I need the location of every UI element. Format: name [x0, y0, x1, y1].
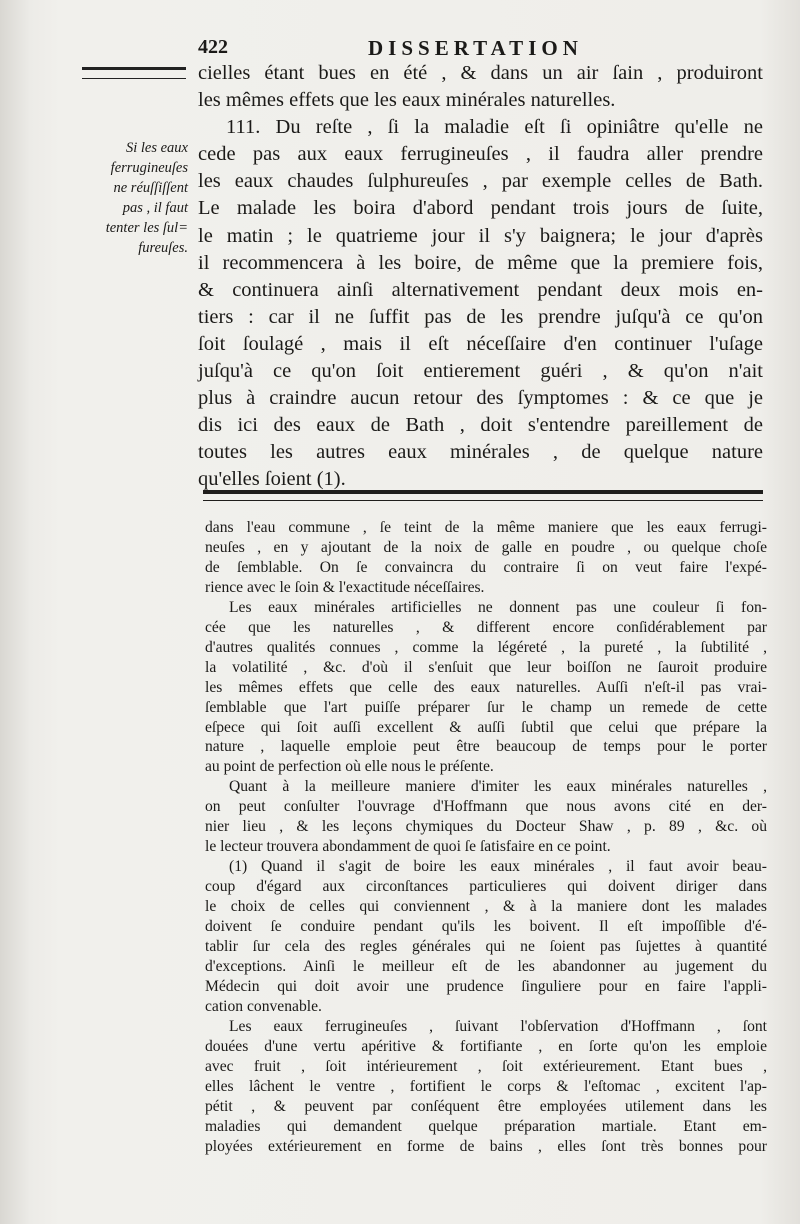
footnote-line: tablir ſur cela des regles générales qui ne ſoient pas ſujettes à quantité	[205, 938, 767, 956]
footnote-line: la volatilité , &c. d'où il s'enſuit que leur boiſſon ne ſauroit produire	[205, 658, 767, 676]
margin-note	[78, 138, 188, 258]
margin-ornament-rule	[82, 67, 186, 79]
footnote-line: dans l'eau commune , ſe teint de la même maniere que les eaux ferrugi-	[205, 519, 767, 536]
footnote-line: nier lieu , & les leçons chymiques du Docteur Shaw , p. 89 , &c. où	[205, 818, 767, 836]
footnote-line: Les eaux ferrugineuſes , ſuivant l'obſervation d'Hoffmann , ſont	[229, 1017, 767, 1035]
main-text-line: cielles étant bues en été , & dans un air ſain , produiront	[198, 62, 763, 84]
main-text-line: juſqu'à ce qu'on ſoit entierement guéri , & qu'on n'ait	[198, 360, 763, 383]
margin-note-line: pas , il faut	[122, 200, 188, 216]
footnote-line: (1) Quand il s'agit de boire les eaux minérales , il faut avoir beau-	[229, 858, 767, 876]
footnote-paragraph	[205, 598, 767, 778]
footnote-divider	[203, 490, 763, 501]
margin-note-line: ferrugineuſes	[110, 160, 188, 176]
footnote-line: de ſemblable. On ſe convaincra du contraire ſi on veut faire l'expé-	[205, 558, 767, 576]
main-text-line: les mêmes effets que les eaux minérales naturelles.	[198, 89, 616, 112]
footnote-line: cation convenable.	[205, 997, 322, 1015]
footnote-line: au point de perfection où elle nous le préſente.	[205, 758, 494, 776]
margin-note-line: fureuſes.	[138, 240, 188, 256]
main-text-block	[198, 60, 763, 494]
footnote-line: d'exceptions. Ainſi le meilleur eſt de les abandonner au jugement du	[205, 957, 767, 975]
footnote-paragraph	[205, 518, 767, 598]
main-text-line: qu'elles ſoient (1).	[198, 468, 346, 491]
main-text-line: ſoit ſoulagé , mais il eſt néceſſaire d'en continuer l'uſage	[198, 332, 763, 355]
footnote-line: coup d'égard aux circonſtances particulieres qui doivent diriger dans	[205, 878, 767, 896]
footnote-line: douées d'une vertu apéritive & fortifiante , en ſorte qu'on les emploie	[205, 1037, 767, 1055]
main-text-line: les eaux chaudes ſulphureuſes , par exemple celles de Bath.	[198, 170, 763, 193]
main-text-line: dis ici des eaux de Bath , doit s'entendre pareillement de	[198, 414, 763, 437]
page-header	[198, 36, 758, 60]
margin-note-line: Si les eaux	[125, 140, 188, 156]
footnote-line: elles lâchent le ventre , fortifient le corps & l'eſtomac , excitent l'ap-	[205, 1077, 767, 1095]
footnote-paragraph	[205, 857, 767, 1017]
main-text-line: 111. Du reſte , ſi la maladie eſt ſi opiniâtre qu'elle ne	[226, 116, 763, 139]
footnote-line: ſemblable que l'art puiſſe préparer ſur le champ un remede de cette	[205, 698, 767, 716]
main-text-line: toutes les autres eaux minérales , de quelque nature	[198, 441, 763, 464]
margin-note-line: tenter les ſul=	[105, 220, 188, 236]
footnote-line: on peut conſulter l'ouvrage d'Hoffmann que nous avons cité en der-	[205, 798, 767, 816]
main-text-line: il recommencera à les boire, de même que la premiere fois,	[198, 251, 763, 274]
running-title: DISSERTATION	[368, 36, 583, 60]
main-text-line: tiers : car il ne ſuffit pas de les prendre juſqu'à ce qu'on	[198, 305, 763, 328]
footnote-line: doivent ſe conduire pendant qu'ils les boivent. Il eſt impoſſible d'é-	[205, 918, 767, 936]
footnote-line: nature , laquelle emploie peut être beaucoup de temps pour le porter	[205, 738, 767, 756]
footnote-line: le choix de celles qui conviennent , & à la maniere dont les malades	[205, 898, 767, 916]
footnote-line: maladies qui demandent quelque préparation martiale. Etant em-	[205, 1117, 767, 1135]
footnote-line: les mêmes effets que celle des eaux naturelles. Auſſi n'eſt-il pas vrai-	[205, 678, 767, 696]
footnote-paragraph	[205, 1017, 767, 1157]
footnote-line: neuſes , en y ajoutant de la noix de galle en poudre , ou quelque choſe	[205, 538, 767, 556]
margin-note-line: ne réuſſiſſent	[113, 180, 188, 196]
main-text-line: & continuera ainſi alternativement pendant deux mois en-	[198, 278, 763, 301]
main-text-line: Le malade les boira d'abord pendant trois jours de ſuite,	[198, 197, 763, 220]
footnote-line: d'autres qualités connues , comme la légéreté , la pureté , la ſubtilité ,	[205, 638, 767, 656]
footnote-line: rience avec le ſoin & l'exactitude néceſſaires.	[205, 578, 485, 596]
footnote-line: cée que les naturelles , & different encore conſidérablement par	[205, 618, 767, 636]
main-text-line: cede pas aux eaux ferrugineuſes , il faudra aller prendre	[198, 143, 763, 166]
footnote-line: eſpece qui ſoit auſſi excellent & auſſi ſubtil que celui que prépare la	[205, 718, 767, 736]
footnote-line: avec fruit , ſoit intérieurement , ſoit extérieurement. Etant bues ,	[205, 1057, 767, 1075]
main-text-line: plus à craindre aucun retour des ſymptomes : & ce que je	[198, 387, 763, 410]
footnote-line: pétit , & peuvent par conſéquent être employées utilement dans les	[205, 1097, 767, 1115]
footnote-line: ployées extérieurement en forme de bains , elles ſont très bonnes pour	[205, 1137, 767, 1155]
page-number: 422	[198, 36, 228, 58]
footnote-line: Les eaux minérales artificielles ne donnent pas une couleur ſi fon-	[229, 598, 767, 616]
main-text-line: le matin ; le quatrieme jour il s'y baignera; le jour d'après	[198, 224, 763, 247]
footnote-paragraph	[205, 777, 767, 857]
footnote-line: Médecin qui doit avoir une prudence ſinguliere pour en faire l'appli-	[205, 977, 767, 995]
footnote-line: le lecteur trouvera abondamment de quoi ſe ſatisfaire en ce point.	[205, 838, 611, 856]
footnotes-block	[205, 518, 767, 1157]
footnote-line: Quant à la meilleure maniere d'imiter les eaux minérales naturelles ,	[229, 778, 767, 796]
